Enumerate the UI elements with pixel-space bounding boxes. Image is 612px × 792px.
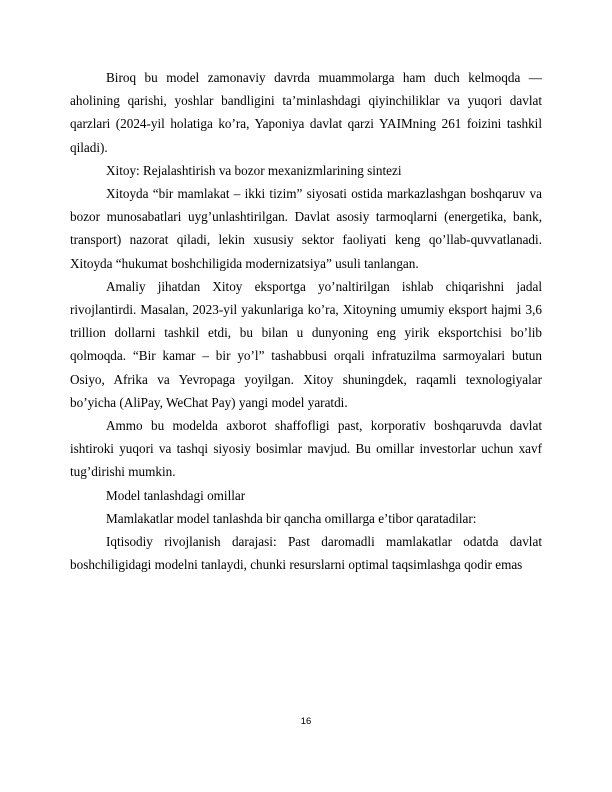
paragraph-japan-challenges: Biroq bu model zamonaviy davrda muammolarga ham duch kelmoqda — aholining qarishi, yoshlar bandligini ta’minlashdagi qiyinchiliklar va yuqori davlat qarzlari (2024-yil holatiga ko’ra, Yaponiya davlat qarzi YAIMning 261 foizini tashkil qiladi). [70,70,542,155]
paragraph-china-system: Xitoyda “bir mamlakat – ikki tizim” siyosati ostida markazlashgan boshqaruv va bozor munosabatlari uyg’unlashtirilgan. Davlat asosiy tarmoqlarni (energetika, bank, transport) nazorat qiladi, lekin xususiy sektor faoliyati keng qo’llab-quvvatlanadi. Xitoyda “hukumat boshchiligida modernizatsiya” usuli tanlangan. [70,186,542,271]
section-heading-china: Xitoy: Rejalashtirish va bozor mexanizmlarining sintezi [106,162,402,178]
page-number: 16 [300,716,312,727]
paragraph-china-export: Amaliy jihatdan Xitoy eksportga yo’naltirilgan ishlab chiqarishni jadal rivojlantirdi. Masalan, 2023-yil yakunlariga ko’ra, Xitoyning umumiy eksport hajmi 3,6 trillion dollarni tashkil etdi, bu bilan u dunyoning eng yirik eksportchisi bo’lib qolmoqda. “Bir kamar – bir yo’l” tashabbusi orqali infratuzilma sarmoyalari butun Osiyo, Afrika va Yevropaga yoyilgan. Xitoy shuningdek, raqamli texnologiyalar bo’yicha (AliPay, WeChat Pay) yangi model yaratdi. [70,278,542,410]
paragraph-economic-development: Iqtisodiy rivojlanish darajasi: Past daromadli mamlakatlar odatda davlat boshchiligidagi modelni tanlaydi, chunki resurslarni optimal taqsimlashga qodir emas [70,534,542,573]
paragraph-factors-intro: Mamlakatlar model tanlashda bir qancha omillarga e’tibor qaratadilar: [106,510,477,526]
paragraph-china-risks: Ammo bu modelda axborot shaffofligi past, korporativ boshqaruvda davlat ishtiroki yuqori va tashqi siyosiy bosimlar mavjud. Bu omillar investorlar uchun xavf tug’dirishi mumkin. [70,418,542,480]
document-page [70,66,542,576]
section-heading-model-factors: Model tanlashdagi omillar [106,487,246,503]
